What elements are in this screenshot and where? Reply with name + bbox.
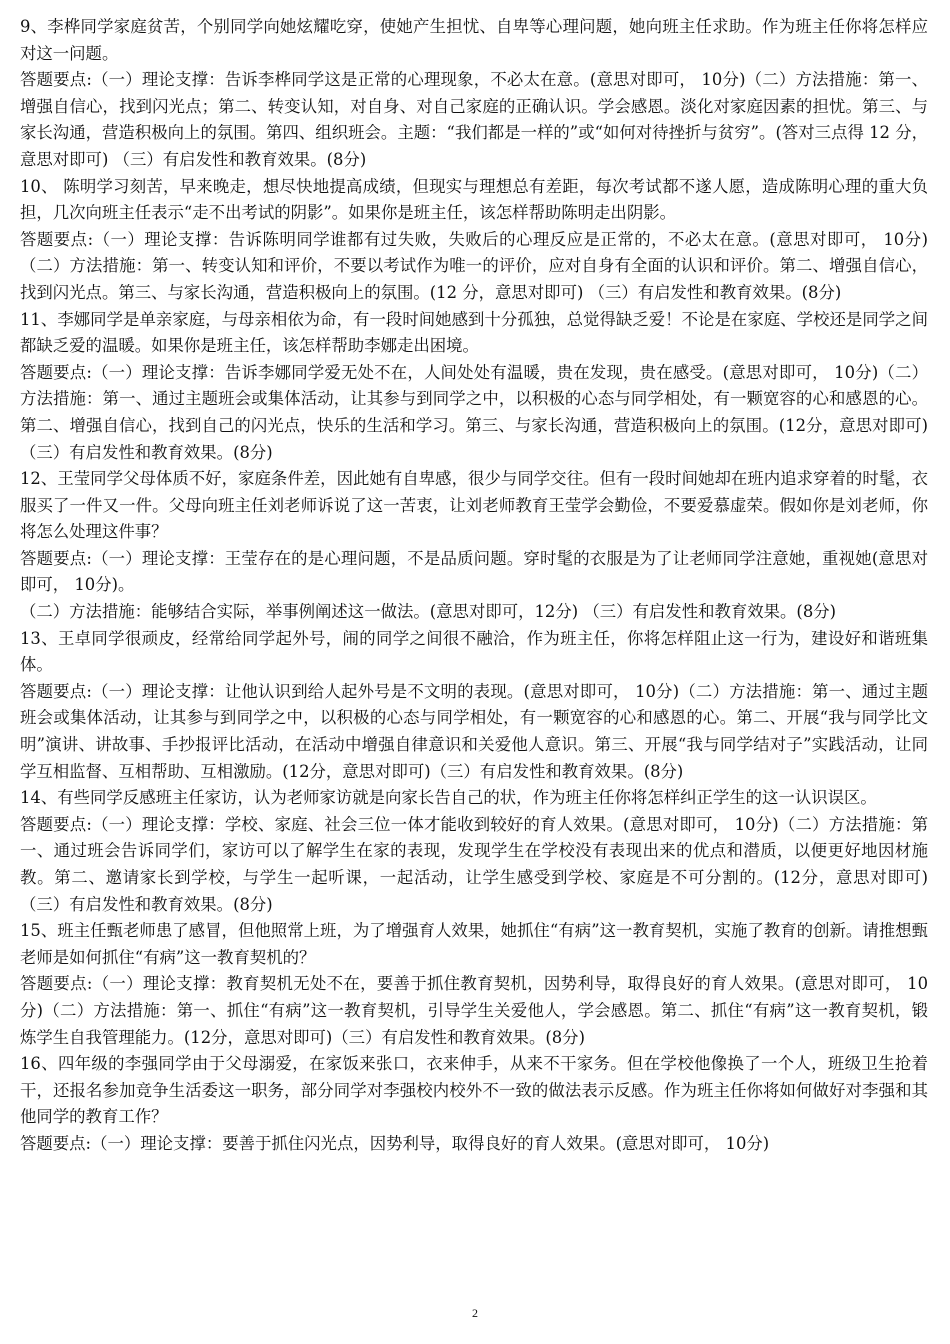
question-11: 11、李娜同学是单亲家庭，与母亲相依为命，有一段时间她感到十分孤独，总觉得缺乏爱！不论是在家庭、学校还是同学之间都缺乏爱的温暖。如果你是班主任，该怎样帮助李娜走出困境。 [20,309,928,356]
answer-10: 答题要点:（一）理论支撑：告诉陈明同学谁都有过失败，失败后的心理反应是正常的，不必太在意。(意思对即可， 10分)（二）方法措施：第一、转变认知和评价，不要以考试作为唯一的评价，应对自身有全面的认识和评价。第二、增强自信心，找到闪光点。第三、与家长沟通，营造积极向上的氛围。(12 分，意思对即可) （三）有启发性和教育效果。(8分) [20,229,928,302]
page-number: 2 [472,1306,478,1320]
question-16: 16、四年级的李强同学由于父母溺爱，在家饭来张口，衣来伸手，从来不干家务。但在学校他像换了一个人，班级卫生抢着干，还报名参加竞争生活委这一职务，部分同学对李强校内校外不一致的做法表示反感。作为班主任你将如何做好对李强和其他同学的教育工作？ [20,1054,928,1127]
answer-13: 答题要点:（一）理论支撑：让他认识到给人起外号是不文明的表现。(意思对即可， 10分)（二）方法措施：第一、通过主题班会或集体活动，让其参与到同学之中，以积极的心态与同学相处，有一颗宽容的心和感恩的心。第二、开展“我与同学比文明”演讲、讲故事、手抄报评比活动，在活动中增强自律意识和关爱他人意识。第三、开展“我与同学结对子”实践活动，让同学互相监督、互相帮助、互相激励。(12分，意思对即可)（三）有启发性和教育效果。(8分) [20,681,928,781]
answer-15: 答题要点:（一）理论支撑：教育契机无处不在，要善于抓住教育契机，因势利导，取得良好的育人效果。(意思对即可， 10分)（二）方法措施：第一、抓住“有病”这一教育契机，引导学生关爱他人，学会感恩。第二、抓住“有病”这一教育契机，锻炼学生自我管理能力。(12分，意思对即可)（三）有启发性和教育效果。(8分) [20,974,928,1047]
answer-14: 答题要点:（一）理论支撑：学校、家庭、社会三位一体才能收到较好的育人效果。(意思对即可， 10分)（二）方法措施：第一、通过班会告诉同学们，家访可以了解学生在家的表现，发现学生在学校没有表现出来的优点和潜质，以便更好地因材施教。第二、邀请家长到学校，与学生一起听课，一起活动，让学生感受到学校、家庭是不可分割的。(12分，意思对即可)（三）有启发性和教育效果。(8分) [20,814,928,914]
page-content [20,14,928,1158]
answer-11: 答题要点:（一）理论支撑：告诉李娜同学爱无处不在，人间处处有温暖，贵在发现，贵在感受。(意思对即可， 10分)（二）方法措施：第一、通过主题班会或集体活动，让其参与到同学之中，以积极的心态与同学相处，有一颗宽容的心和感恩的心。第二、增强自信心，找到自己的闪光点，快乐的生活和学习。第三、与家长沟通，营造积极向上的氛围。(12分，意思对即可) （三）有启发性和教育效果。(8分) [20,362,928,462]
answer-16: 答题要点:（一）理论支撑：要善于抓住闪光点，因势利导，取得良好的育人效果。(意思对即可， 10分) [20,1133,770,1153]
question-14: 14、有些同学反感班主任家访，认为老师家访就是向家长告自己的状，作为班主任你将怎样纠正学生的这一认识误区。 [20,788,877,808]
answer-9: 答题要点:（一）理论支撑：告诉李桦同学这是正常的心理现象，不必太在意。(意思对即可， 10分)（二）方法措施：第一、增强自信心，找到闪光点；第二、转变认知，对自身、对自己家庭的正确认识。学会感恩。淡化对家庭因素的担忧。第三、与家长沟通，营造积极向上的氛围。第四、组织班会。主题：“我们都是一样的”或“如何对待挫折与贫穷”。(答对三点得 12 分，意思对即可) （三）有启发性和教育效果。(8分) [20,70,928,169]
answer-12-continued: （二）方法措施：能够结合实际，举事例阐述这一做法。(意思对即可，12分) （三）有启发性和教育效果。(8分) [20,602,837,622]
question-9: 9、李桦同学家庭贫苦，个别同学向她炫耀吃穿，使她产生担忧、自卑等心理问题，她向班主任求助。作为班主任你将怎样应对这一问题。 [20,17,928,63]
question-10: 10、 陈明学习刻苦，早来晚走，想尽快地提高成绩，但现实与理想总有差距，每次考试都不遂人愿，造成陈明心理的重大负担，几次向班主任表示“走不出考试的阴影”。如果你是班主任，该怎样帮助陈明走出阴影。 [20,176,928,223]
answer-12: 答题要点:（一）理论支撑：王莹存在的是心理问题，不是品质问题。穿时髦的衣服是为了让老师同学注意她，重视她(意思对即可， 10分)。 [20,548,928,595]
question-13: 13、王卓同学很顽皮，经常给同学起外号，闹的同学之间很不融洽，作为班主任，你将怎样阻止这一行为，建设好和谐班集体。 [20,628,928,675]
question-15: 15、班主任甄老师患了感冒，但他照常上班，为了增强育人效果，她抓住“有病”这一教育契机，实施了教育的创新。请推想甄老师是如何抓住“有病”这一教育契机的？ [20,921,928,967]
question-12: 12、王莹同学父母体质不好，家庭条件差，因此她有自卑感，很少与同学交往。但有一段时间她却在班内追求穿着的时髦，衣服买了一件又一件。父母向班主任刘老师诉说了这一苦衷，让刘老师教育王莹学会勤俭，不要爱慕虚荣。假如你是刘老师，你将怎么处理这件事？ [20,469,928,542]
